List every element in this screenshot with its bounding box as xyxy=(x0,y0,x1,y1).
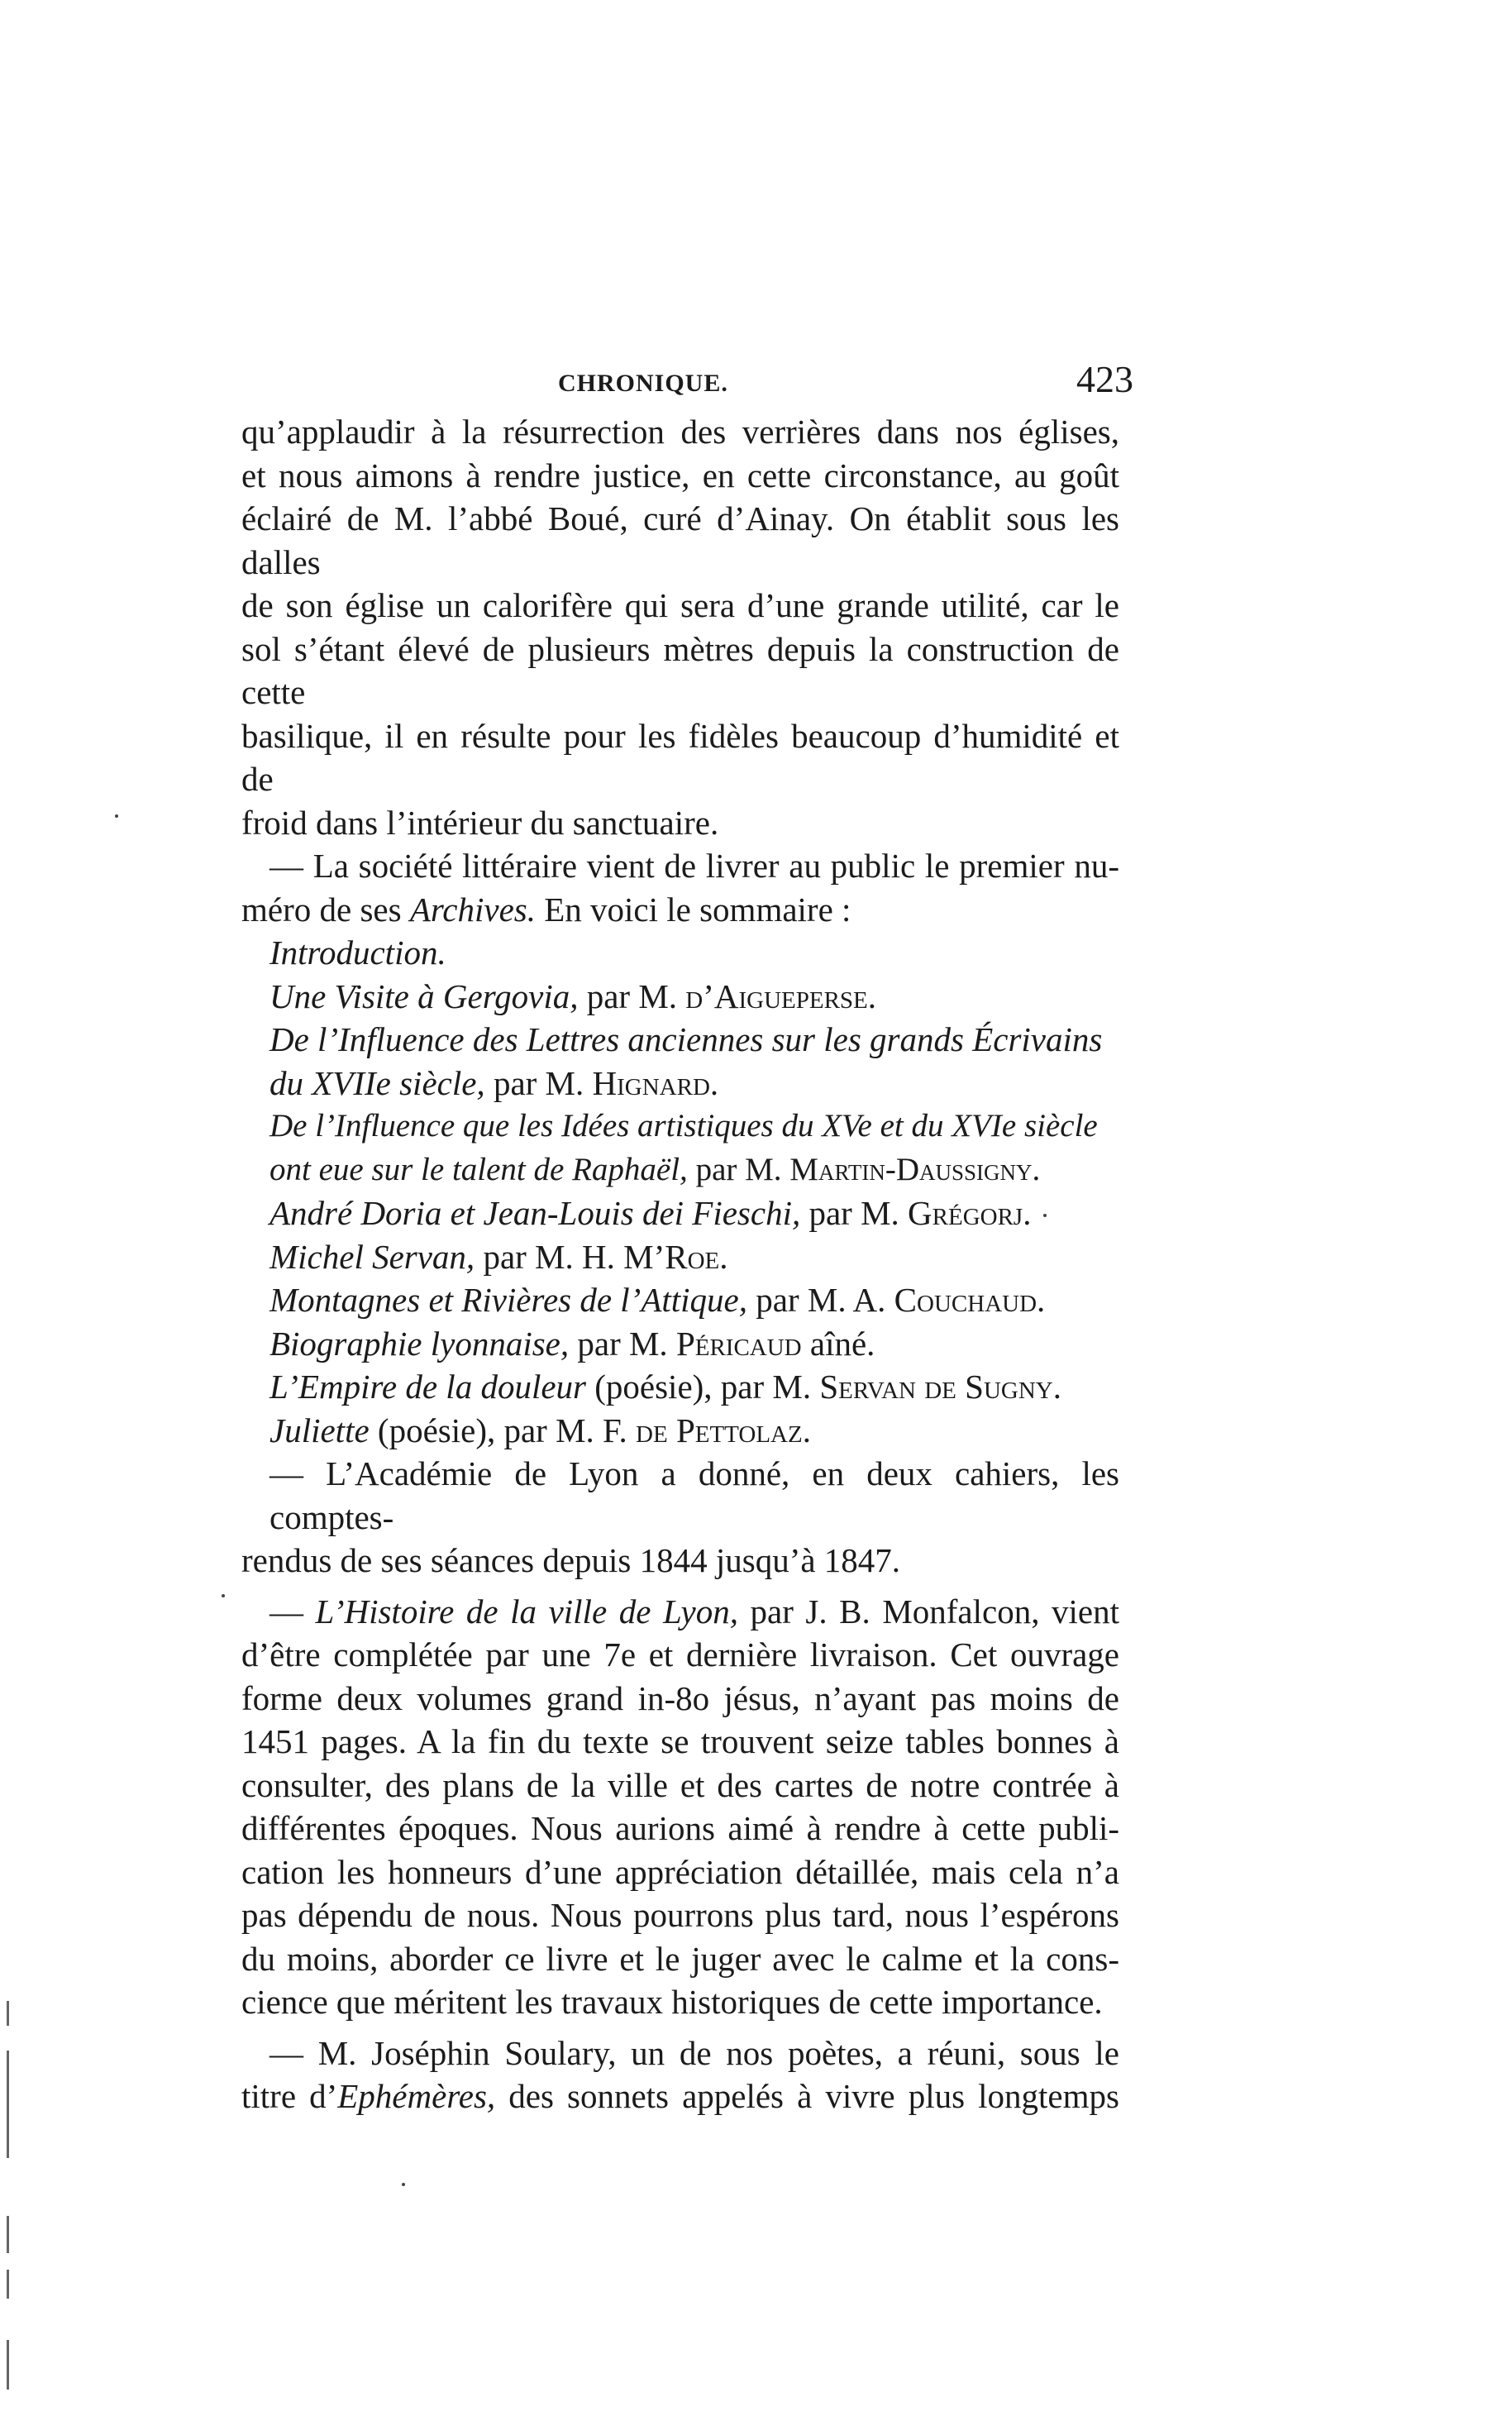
archives-paragraph-line: méro de ses Archives. En voici le sommaire : xyxy=(241,890,851,929)
text-line: sol s’étant élevé de plusieurs mètres depuis la construction de cette xyxy=(241,629,1119,711)
text-line: et nous aimons à rendre justice, en cette circonstance, au goût xyxy=(241,456,1119,494)
sommaire-item: L’Empire de la douleur (poésie), par M. Servan de Sugny. xyxy=(269,1368,1061,1406)
sommaire-item: Une Visite à Gergovia, par M. d’Aigueperse. xyxy=(269,976,877,1015)
sommaire-item: André Doria et Jean-Louis dei Fieschi, par M. Grégorj. xyxy=(269,1194,1032,1232)
text-line: éclairé de M. l’abbé Boué, curé d’Ainay. On établit sous les dalles xyxy=(241,499,1119,581)
sommaire-item: Michel Servan, par M. H. M’Roe. xyxy=(269,1237,728,1276)
histoire-line: forme deux volumes grand in-8o jésus, n’ayant pas moins de xyxy=(241,1678,1119,1717)
sommaire-item: Montagnes et Rivières de l’Attique, par M. A. Couchaud. xyxy=(269,1281,1046,1319)
sommaire-item: De l’Influence que les Idées artistiques du XVe et du XVIe siècle ont eue sur le talent de Raphaël, par M. Martin-Daussigny. xyxy=(269,1108,1098,1187)
scan-speck xyxy=(1043,1214,1047,1217)
archives-paragraph-line: — La société littéraire vient de livrer au public le premier nu- xyxy=(269,847,1119,885)
text-line: basilique, il en résulte pour les fidèles beaucoup d’humidité et de xyxy=(241,716,1119,798)
text-line: qu’applaudir à la résurrection des verrières dans nos églises, xyxy=(241,413,1119,451)
sommaire-item: De l’Influence des Lettres anciennes sur les grands Écrivains du XVIIe siècle, par M. Hignard. xyxy=(269,1020,1103,1102)
text-line: de son église un calorifère qui sera d’une grande utilité, car le xyxy=(241,586,1119,624)
page-number: 423 xyxy=(1076,358,1133,400)
sommaire-item: Introduction. xyxy=(269,933,446,972)
scan-margin-mark xyxy=(7,2051,9,2158)
running-header: CHRONIQUE. xyxy=(558,370,728,397)
scan-margin-mark xyxy=(7,2216,9,2253)
text-line: froid dans l’intérieur du sanctuaire. xyxy=(241,803,719,842)
soulary-line: titre d’Ephémères, des sonnets appelés à vivre plus longtemps xyxy=(241,2077,1119,2115)
histoire-line: différentes époques. Nous aurions aimé à rendre à cette publi- xyxy=(241,1809,1119,1847)
histoire-line: du moins, aborder ce livre et le juger avec le calme et la cons- xyxy=(241,1939,1119,1978)
academie-line: rendus de ses séances depuis 1844 jusqu’à 1847. xyxy=(241,1541,901,1579)
histoire-line: d’être complétée par une 7e et dernière livraison. Cet ouvrage xyxy=(241,1635,1119,1674)
scan-speck xyxy=(115,814,118,818)
body-text xyxy=(241,410,1119,2118)
scan-margin-mark xyxy=(7,2001,9,2026)
histoire-line: — L’Histoire de la ville de Lyon, par J. B. Monfalcon, vient xyxy=(269,1592,1119,1631)
histoire-line: cience que méritent les travaux historiques de cette importance. xyxy=(241,1983,1103,2021)
scan-speck xyxy=(222,1594,225,1597)
scan-margin-mark xyxy=(7,2270,9,2299)
sommaire-item: Juliette (poésie), par M. F. de Pettolaz. xyxy=(269,1411,811,1449)
soulary-line: — M. Joséphin Soulary, un de nos poètes, a réuni, sous le xyxy=(269,2033,1119,2072)
histoire-line: consulter, des plans de la ville et des cartes de notre contrée à xyxy=(241,1765,1119,1804)
histoire-line: pas dépendu de nous. Nous pourrons plus tard, nous l’espérons xyxy=(241,1896,1119,1934)
academie-line: — L’Académie de Lyon a donné, en deux cahiers, les comptes- xyxy=(269,1454,1119,1536)
scan-speck xyxy=(402,2183,405,2186)
sommaire-item: Biographie lyonnaise, par M. Péricaud aîné. xyxy=(269,1324,875,1363)
histoire-line: 1451 pages. A la fin du texte se trouvent seize tables bonnes à xyxy=(241,1722,1119,1760)
scan-margin-mark xyxy=(7,2340,9,2390)
histoire-line: cation les honneurs d’une appréciation détaillée, mais cela n’a xyxy=(241,1852,1119,1891)
